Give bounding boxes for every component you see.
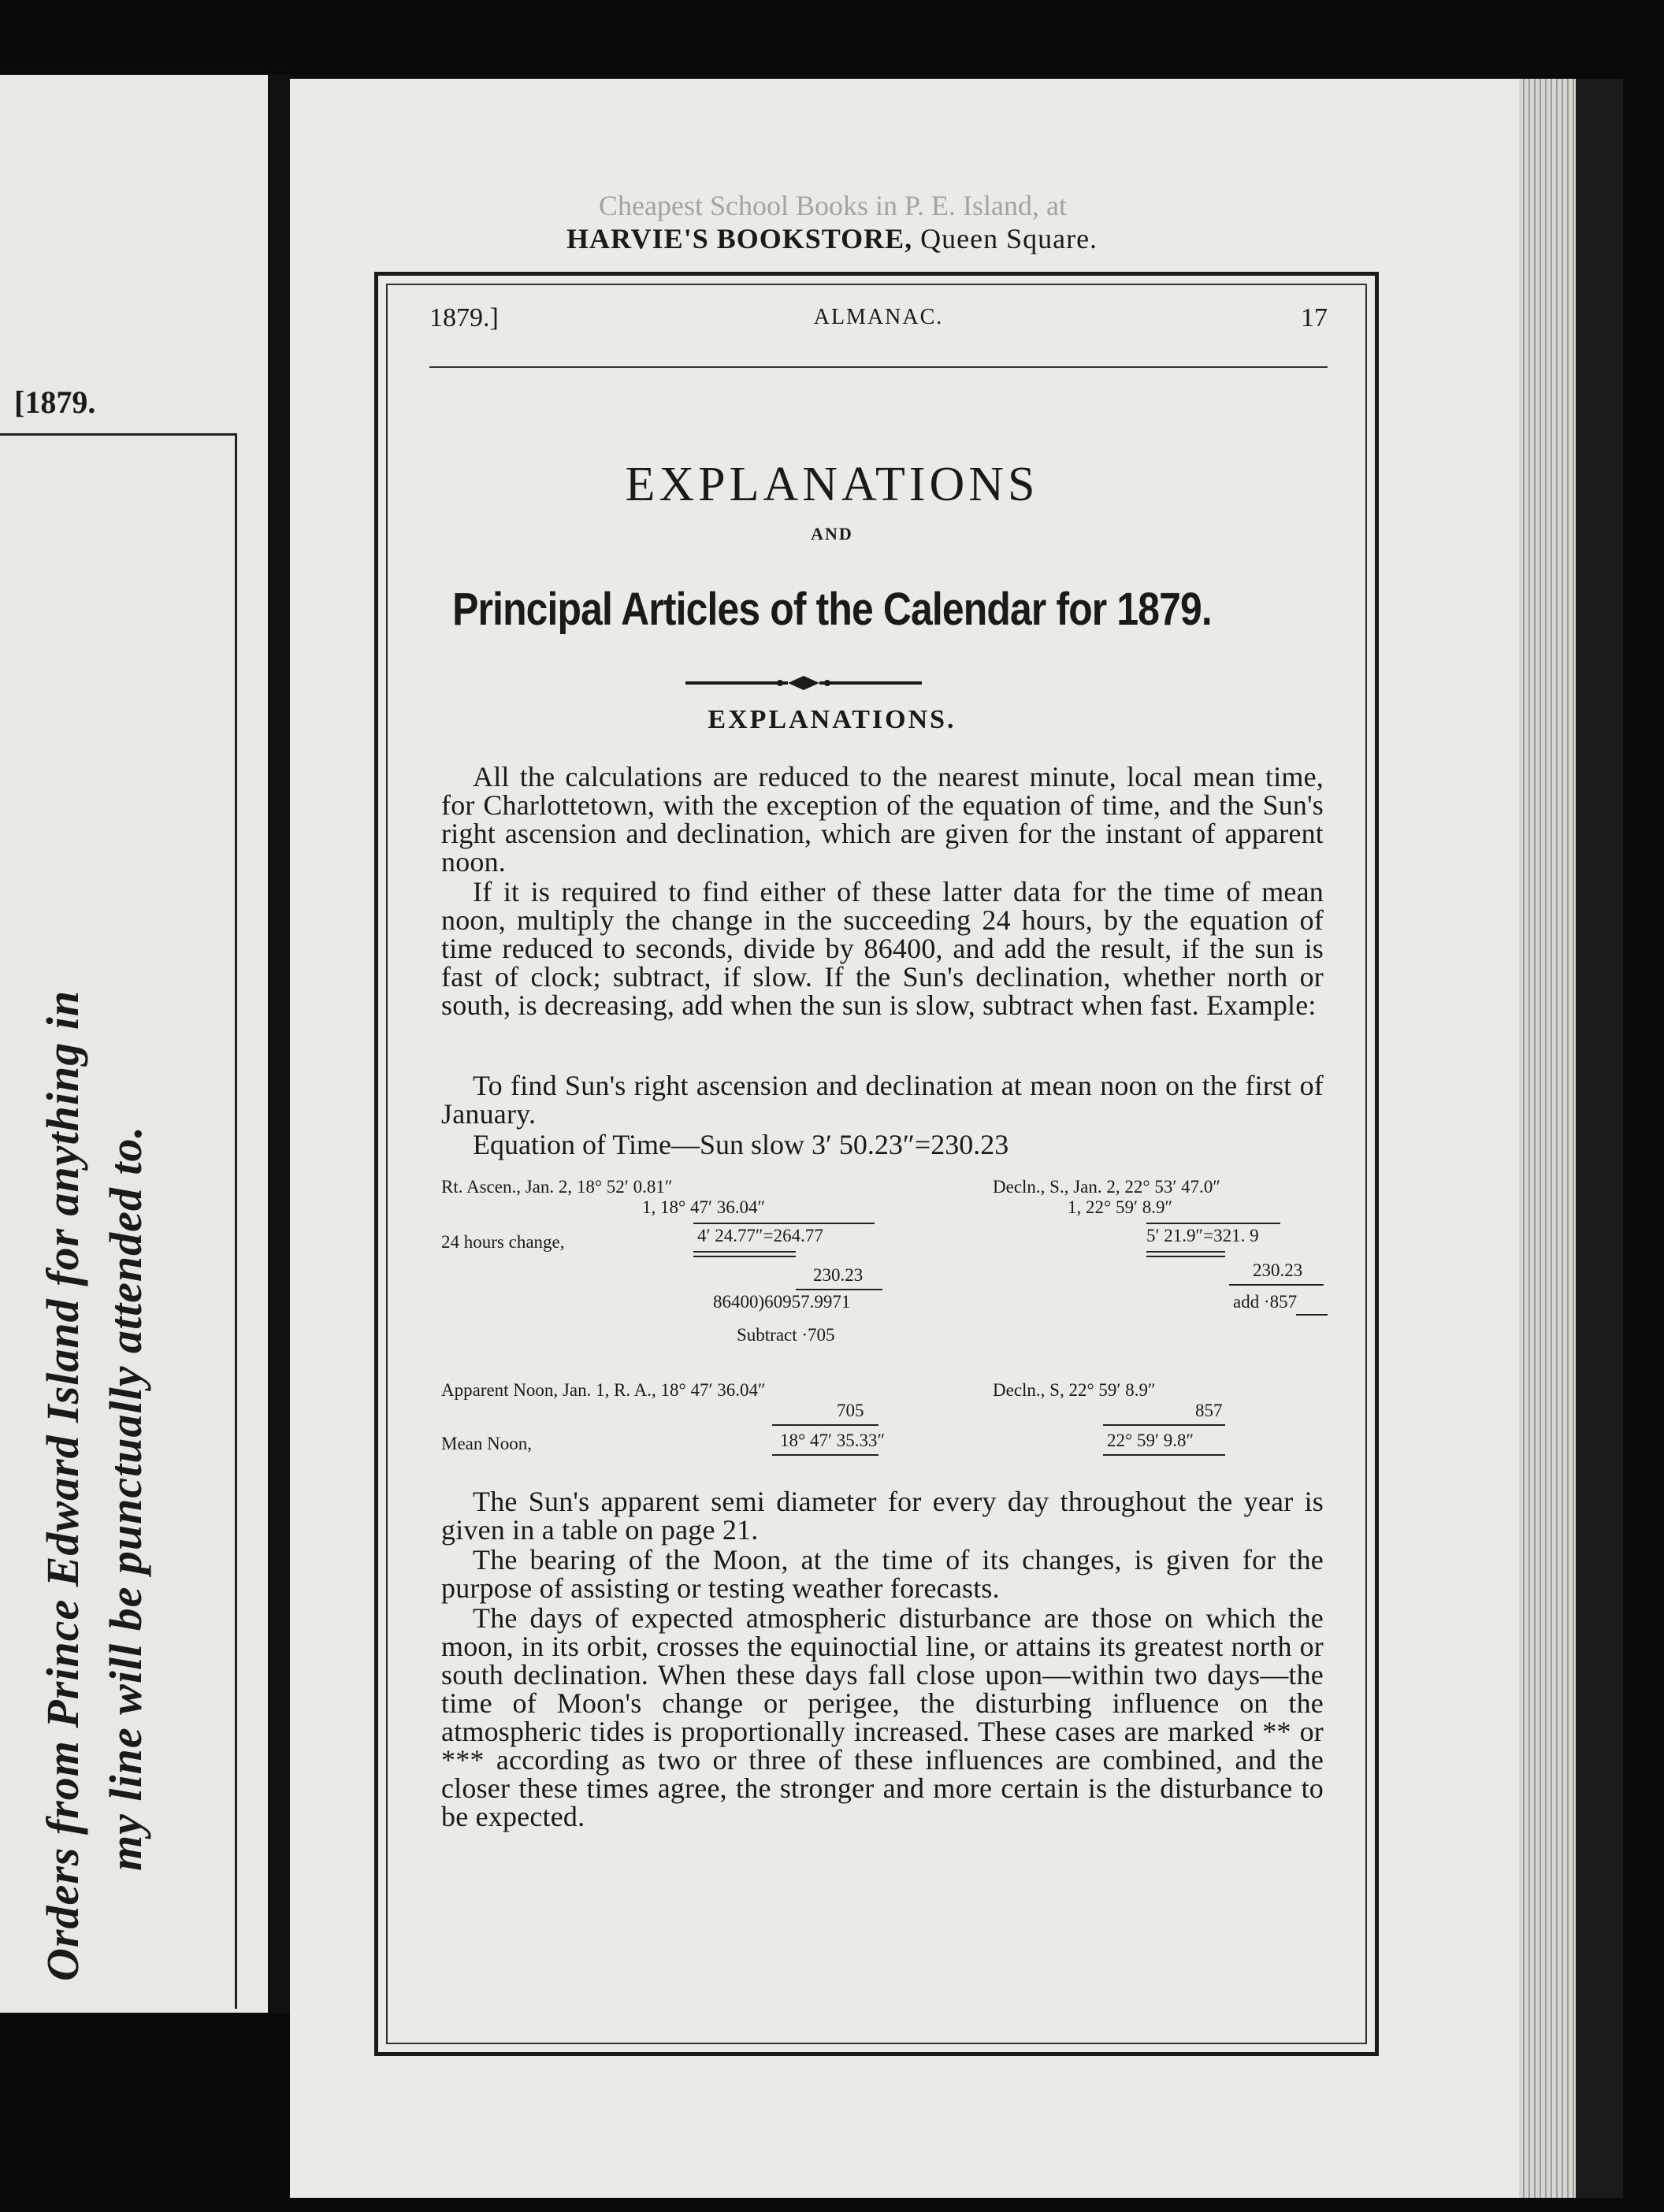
rule	[693, 1223, 875, 1224]
bookstore-header	[0, 222, 1664, 255]
paragraph-atmospheric-disturbance: The days of expected atmospheric disturbance are those on which the moon, in its orbit, crosses the equinoctial line, or attains its greatest north or south declination. When these days fall close upon—within two days—the time of Moon's change or perigee, the disturbing influence on the atmospheric tides is proportionally increased. These cases are marked ** or *** according as two or three of these influences are combined, and the closer these times agree, the stronger and more certain is the disturbance to be expected.	[441, 1602, 1324, 1832]
page-edge-shadow	[1576, 79, 1623, 2198]
rule	[1103, 1454, 1225, 1456]
left-page	[0, 75, 268, 2013]
left-page-year: [1879.	[14, 384, 96, 420]
section-heading: EXPLANATIONS.	[708, 705, 956, 734]
bleed-through-text: Cheapest School Books in P. E. Island, at	[599, 190, 1067, 221]
page-number: 17	[1301, 303, 1328, 332]
gutter	[268, 75, 290, 2013]
equation-of-time: Equation of Time—Sun slow 3′ 50.23″=230.23	[473, 1129, 1009, 1160]
mean-noon-ra: 18° 47′ 35.33″	[780, 1431, 886, 1450]
mean-noon-label: Mean Noon,	[441, 1434, 532, 1453]
ra-jan2: Rt. Ascen., Jan. 2, 18° 52′ 0.81″	[441, 1177, 673, 1197]
decl-correction: 857	[1195, 1401, 1223, 1420]
paragraph-calculations: All the calculations are reduced to the nearest minute, local mean time, for Charlottetown, with the exception of the equation of time, and the Sun's right ascension and declination, which are given for the instant of apparent noon.	[441, 761, 1324, 878]
subtract-correction: Subtract ·705	[737, 1325, 835, 1345]
rule	[1296, 1314, 1328, 1316]
bookstore-location: Queen Square.	[920, 223, 1098, 254]
ra-change: 4′ 24.77″=264.77	[697, 1226, 823, 1245]
change-label: 24 hours change,	[441, 1232, 565, 1252]
rule	[1229, 1284, 1324, 1286]
rule	[1146, 1251, 1225, 1253]
running-head-rule	[429, 366, 1328, 368]
advertisement-line-1: Orders from Prince Edward Island for anything in	[37, 989, 88, 1981]
rule	[1146, 1256, 1225, 1257]
paragraph-moon-bearing: The bearing of the Moon, at the time of its changes, is given for the purpose of assisting or testing weather forecasts.	[441, 1544, 1324, 1604]
title-conjunction: AND	[811, 524, 853, 544]
rule	[772, 1454, 878, 1456]
add-correction: add ·857	[1233, 1292, 1298, 1312]
rule	[772, 1424, 878, 1426]
decl-jan1: 1, 22° 59′ 8.9″	[1068, 1197, 1173, 1217]
rule	[1103, 1424, 1225, 1426]
left-page-vertical-rule	[235, 433, 237, 2009]
paragraph-mean-noon: If it is required to find either of these latter data for the time of mean noon, multiply the change in the succeeding 24 hours, by the equation of time reduced to seconds, divide by 86400, and add the result, if the sun is fast of clock; subtract, if slow. If the Sun's declination, whether north or south, is decreasing, add when the sun is slow, subtract when fast. Example:	[441, 876, 1324, 1021]
subtitle: Principal Articles of the Calendar for 1879.	[452, 584, 1212, 635]
rule	[693, 1256, 796, 1257]
apparent-noon-decl: Decln., S, 22° 59′ 8.9″	[993, 1380, 1156, 1400]
running-head	[429, 303, 1328, 335]
ra-jan1: 1, 18° 47′ 36.04″	[642, 1197, 766, 1217]
ra-multiplier: 230.23	[813, 1265, 864, 1285]
division: 86400)60957.9971	[713, 1292, 851, 1312]
rule	[693, 1251, 796, 1253]
mean-noon-decl: 22° 59′ 9.8″	[1107, 1431, 1194, 1450]
bookstore-name: HARVIE'S BOOKSTORE,	[566, 223, 913, 254]
advertisement-line-2: my line will be punctually attended to.	[100, 1125, 151, 1871]
decl-jan2: Decln., S., Jan. 2, 22° 53′ 47.0″	[993, 1177, 1220, 1197]
running-head-title: ALMANAC.	[813, 305, 944, 329]
rule	[796, 1289, 882, 1290]
running-head-year: 1879.]	[429, 303, 499, 332]
ra-correction: 705	[837, 1401, 864, 1420]
main-title: EXPLANATIONS	[625, 458, 1039, 511]
left-page-rule	[0, 433, 236, 436]
decl-multiplier: 230.23	[1253, 1260, 1303, 1280]
ornament-divider	[678, 671, 930, 695]
paragraph-semidiameter: The Sun's apparent semi diameter for every day throughout the year is given in a table on page 21.	[441, 1486, 1324, 1546]
page-edges	[1519, 79, 1576, 2198]
paragraph-example: To find Sun's right ascension and declination at mean noon on the first of January.	[441, 1070, 1324, 1130]
apparent-noon-ra: Apparent Noon, Jan. 1, R. A., 18° 47′ 36.04″	[441, 1380, 766, 1400]
decl-change: 5′ 21.9″=321. 9	[1146, 1226, 1259, 1245]
rule	[1146, 1223, 1280, 1224]
